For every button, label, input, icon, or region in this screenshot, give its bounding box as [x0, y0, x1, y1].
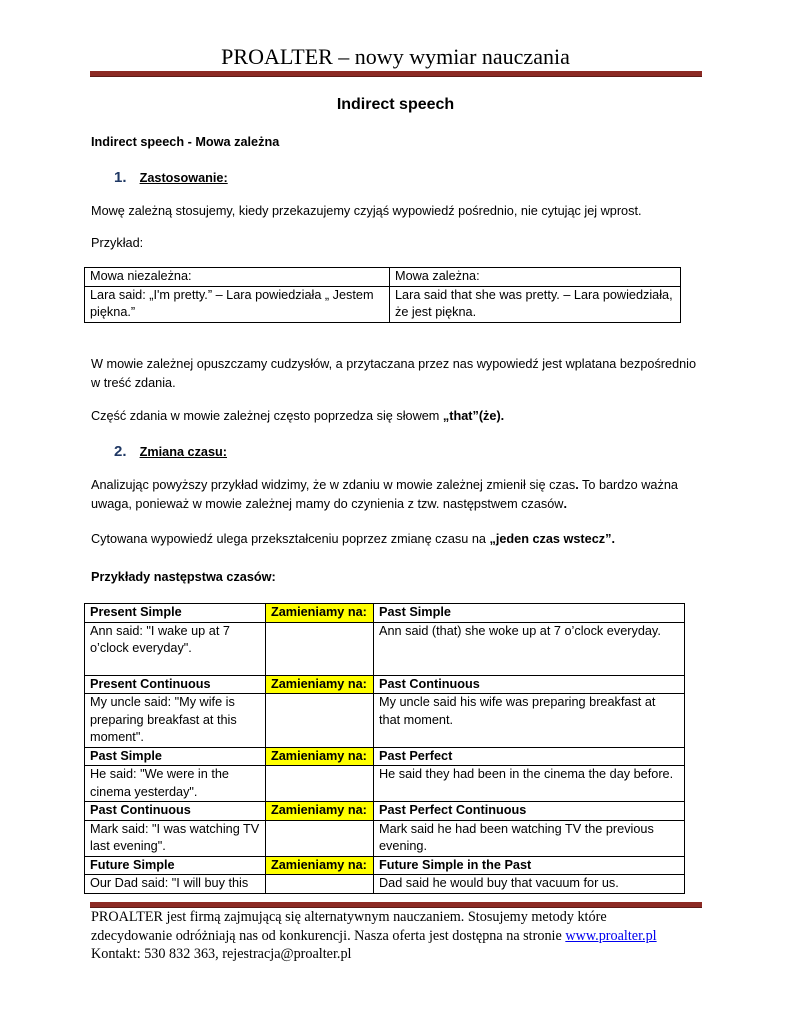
paragraph-that — [91, 407, 701, 426]
footer — [91, 908, 711, 964]
change-label-cell: Zamieniamy na: — [266, 747, 374, 766]
table-cell: Present Simple — [85, 604, 266, 623]
paragraph-backshift-text: Cytowana wypowiedź ulega przekształceniu poprzez zmianę czasu na — [91, 532, 490, 546]
table-row — [85, 747, 685, 766]
table-cell: Ann said (that) she woke up at 7 o’clock everyday. — [374, 622, 685, 675]
header-rule — [90, 71, 702, 77]
footer-line-3: Kontakt: 530 832 363, rejestracja@proalter.pl — [91, 946, 352, 962]
table-cell: Our Dad said: "I will buy this — [85, 875, 266, 894]
section-2-heading — [114, 442, 724, 462]
table-row — [85, 766, 685, 802]
table-cell — [266, 820, 374, 856]
examples-heading: Przykłady następstwa czasów: — [91, 570, 276, 584]
paragraph-usage: Mowę zależną stosujemy, kiedy przekazujemy czyjąś wypowiedź pośrednio, nie cytując jej wprost. — [91, 204, 642, 218]
table-cell: Past Simple — [85, 747, 266, 766]
section-1-heading — [114, 168, 724, 188]
table-cell: Ann said: "I wake up at 7 o’clock everyday". — [85, 622, 266, 675]
paragraph-tense-change — [91, 476, 701, 514]
table-cell: Mowa zależna: — [390, 268, 681, 287]
tense-table — [84, 603, 685, 894]
section-1-label: Zastosowanie: — [139, 171, 228, 185]
table-cell: Past Simple — [374, 604, 685, 623]
table-row — [85, 802, 685, 821]
table-cell: Mowa niezależna: — [85, 268, 390, 287]
change-label-cell: Zamieniamy na: — [266, 856, 374, 875]
paragraph-tense-rest: To bardzo ważna uwaga, ponieważ w mowie zależnej mamy do czynienia z tzw. następstwem czasów — [91, 478, 678, 511]
example-label: Przykład: — [91, 236, 144, 250]
page-title: Indirect speech — [336, 96, 455, 113]
table-row — [85, 875, 685, 894]
table-row — [85, 622, 685, 675]
table-cell: Lara said: „I'm pretty.” – Lara powiedziała „ Jestem piękna.” — [85, 286, 390, 322]
change-label-cell: Zamieniamy na: — [266, 802, 374, 821]
table-row — [85, 675, 685, 694]
footer-line-1: PROALTER jest firmą zajmującą się alternatywnym nauczaniem. Stosujemy metody które — [91, 909, 607, 925]
footer-line-2-text: zdecydowanie odróżniają nas od konkurencji. Nasza oferta jest dostępna na stronie — [91, 927, 566, 944]
website-link[interactable]: www.proalter.pl — [565, 927, 657, 944]
table-cell: Past Continuous — [85, 802, 266, 821]
table-cell: Past Perfect — [374, 747, 685, 766]
table-row — [85, 856, 685, 875]
table-cell: Past Continuous — [374, 675, 685, 694]
table-cell — [266, 875, 374, 894]
table-cell — [266, 694, 374, 748]
table-cell: Present Continuous — [85, 675, 266, 694]
table-row — [85, 820, 685, 856]
section-2-number: 2. — [114, 443, 127, 460]
table-cell: Mark said he had been watching TV the previous evening. — [374, 820, 685, 856]
example-table — [84, 267, 681, 323]
paragraph-quotes: W mowie zależnej opuszczamy cudzysłów, a przytaczana przez nas wypowiedź jest wplatana bezpośrednio w treść zdania. — [91, 357, 697, 390]
table-cell: He said they had been in the cinema the day before. — [374, 766, 685, 802]
table-cell — [266, 766, 374, 802]
paragraph-tense-end: . — [563, 497, 567, 511]
paragraph-tense-dot: . — [575, 478, 579, 492]
paragraph-backshift-bold: „jeden czas wstecz”. — [489, 532, 615, 546]
table-cell: My uncle said his wife was preparing breakfast at that moment. — [374, 694, 685, 748]
paragraph-tense-text: Analizując powyższy przykład widzimy, że w zdaniu w mowie zależnej zmienił się czas — [91, 478, 576, 492]
section-2-label: Zmiana czasu: — [139, 445, 228, 459]
table-cell: My uncle said: "My wife is preparing breakfast at this moment". — [85, 694, 266, 748]
table-cell: Dad said he would buy that vacuum for us. — [374, 875, 685, 894]
change-label-cell: Zamieniamy na: — [266, 604, 374, 623]
subtitle: Indirect speech - Mowa zależna — [91, 135, 280, 149]
table-cell: Mark said: "I was watching TV last evening". — [85, 820, 266, 856]
paragraph-backshift — [91, 530, 701, 549]
table-cell: Future Simple — [85, 856, 266, 875]
change-label-cell: Zamieniamy na: — [266, 675, 374, 694]
table-row — [85, 268, 681, 287]
paragraph-that-text: Część zdania w mowie zależnej często poprzedza się słowem — [91, 409, 443, 423]
table-cell: Past Perfect Continuous — [374, 802, 685, 821]
table-cell — [266, 622, 374, 675]
paragraph-that-bold: „that”(że). — [442, 409, 505, 423]
table-cell: He said: "We were in the cinema yesterday". — [85, 766, 266, 802]
header-title: PROALTER – nowy wymiar nauczania — [221, 44, 570, 69]
table-row — [85, 286, 681, 322]
section-1-number: 1. — [114, 169, 127, 186]
table-cell: Future Simple in the Past — [374, 856, 685, 875]
footer-line-2 — [91, 927, 711, 946]
table-row — [85, 694, 685, 748]
table-cell: Lara said that she was pretty. – Lara powiedziała, że jest piękna. — [390, 286, 681, 322]
table-row — [85, 604, 685, 623]
